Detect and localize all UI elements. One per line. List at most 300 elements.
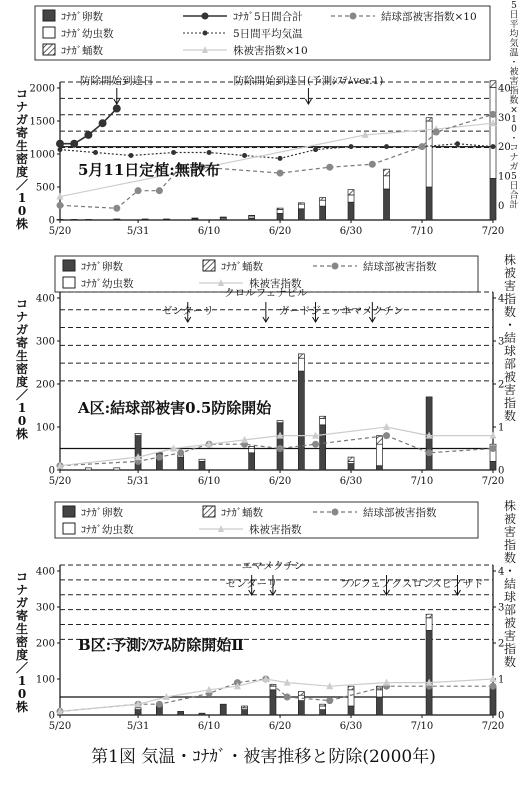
legend-label: ｺﾅｶﾞ蛹数 (61, 45, 103, 57)
y-axis-title-char: 度 (15, 648, 29, 662)
series-marker (70, 140, 78, 148)
series-marker (171, 150, 176, 155)
y-axis-title-char: 株 (15, 427, 29, 441)
bar-egg (376, 466, 382, 470)
series-marker (156, 454, 163, 461)
bar-egg (426, 187, 432, 220)
y2-tick-label: 1 (498, 422, 505, 434)
y2-axis-title-char: 部 (503, 357, 517, 371)
bar-egg (320, 425, 326, 470)
bar-pupa (277, 208, 283, 209)
series-marker (384, 144, 389, 149)
series-marker (156, 187, 163, 194)
bar-egg (178, 457, 184, 470)
y2-axis-title-char: ガ (509, 162, 519, 173)
series-marker (326, 164, 333, 171)
bar-larva (135, 433, 141, 435)
y-tick-label: 2000 (29, 83, 55, 95)
y-axis-title-char: コ (15, 297, 29, 311)
annotation-label: クロルフェナピル (224, 287, 308, 299)
y-axis-title-char: ／ (15, 178, 29, 192)
legend-item (203, 506, 263, 519)
y-axis-title-char: ／ (15, 388, 29, 402)
bar-egg (242, 710, 248, 715)
bar-larva (85, 468, 91, 470)
y-axis-title-char: 1 (17, 191, 27, 205)
legend-label: ｺﾅｶﾞ幼虫数 (61, 28, 114, 40)
y-axis-title-char: 生 (15, 139, 29, 153)
legend-item (63, 277, 134, 290)
x-tick-label: 7/20 (481, 476, 505, 487)
bar-egg (178, 711, 184, 715)
bar-larva (320, 200, 326, 206)
bar-egg (490, 686, 496, 715)
bar-pupa (320, 198, 326, 201)
y2-axis-title-char: 平 (509, 20, 519, 30)
chart-panel-2 (15, 252, 516, 487)
bar-larva (135, 708, 141, 710)
y2-axis-title (504, 252, 516, 423)
bar-larva (376, 690, 382, 697)
y2-tick-label: 20 (498, 142, 511, 154)
series-marker (57, 202, 64, 209)
y-axis-title-char: ナ (15, 100, 29, 114)
y2-axis-title-char: 気 (509, 39, 519, 49)
bar-egg (490, 461, 496, 470)
y-tick-label: 300 (35, 336, 55, 348)
legend-label: 結球部被害指数 (363, 507, 437, 519)
y-axis-title-char: 寄 (15, 126, 29, 140)
y-axis-title (15, 87, 28, 231)
y2-axis-title (509, 1, 518, 211)
y-tick-label: 400 (35, 566, 55, 578)
x-tick-label: 5/31 (126, 721, 150, 732)
y2-axis-title-char: 害 (509, 77, 519, 87)
series-marker (113, 205, 120, 212)
bar-egg (298, 209, 304, 220)
series-marker (93, 150, 98, 155)
y2-tick-label: 0 (498, 465, 505, 477)
series-marker (277, 445, 284, 452)
bar-pupa (249, 215, 255, 216)
y2-axis-title-char: 5 (511, 1, 517, 11)
bar-larva (298, 358, 304, 371)
x-tick-label: 7/20 (481, 721, 505, 732)
y-axis-title-char: 1 (17, 674, 27, 688)
series-marker (99, 119, 107, 127)
y2-tick-label: 4 (498, 566, 505, 578)
y2-tick-label: 30 (498, 112, 511, 124)
bar-larva (114, 468, 120, 470)
series-marker (490, 111, 497, 118)
y2-axis-title-char: 数 (503, 551, 517, 565)
bar-larva (57, 219, 63, 220)
bar-pupa (242, 706, 248, 708)
bar-pupa (298, 203, 304, 204)
bar-egg (199, 461, 205, 470)
y-axis-title-char: 1 (17, 401, 27, 415)
bar-larva (249, 449, 255, 453)
y2-axis-title-char: 被 (503, 512, 517, 526)
annotation-label: ゼンターリ (225, 578, 278, 590)
bar-egg (348, 464, 354, 470)
bar-larva (277, 421, 283, 423)
legend-marker (332, 263, 339, 270)
y2-axis-title-char: 0 (511, 124, 517, 135)
x-tick-label: 5/20 (48, 226, 72, 237)
y-tick-label: 100 (35, 422, 55, 434)
y-axis-title-char: 密 (15, 635, 29, 649)
legend-label: 5日間平均気温 (233, 28, 303, 40)
bar-egg (348, 706, 354, 715)
series-marker (84, 131, 92, 139)
legend-item (63, 523, 134, 536)
y-axis-title-char: 密 (15, 362, 29, 376)
x-tick-label: 6/20 (268, 226, 292, 237)
annotation-label: フルフェノクスロン (339, 578, 434, 590)
annotation-label: エマメクチン (341, 305, 404, 317)
y2-tick-label: 3 (498, 602, 505, 614)
series-marker (242, 153, 247, 158)
legend-label: 株被害指数×10 (233, 45, 308, 57)
y2-tick-label: 4 (498, 293, 505, 305)
y-tick-label: 0 (48, 215, 55, 227)
panel-title: B区:予測ｼｽﾃﾑ防除開始Ⅱ (78, 636, 244, 654)
legend-label: 株被害指数 (249, 524, 302, 536)
bar-egg (490, 178, 496, 220)
x-tick-label: 7/10 (410, 226, 434, 237)
series-marker (349, 144, 354, 149)
legend-swatch-larva (63, 523, 75, 534)
y-axis-title-char: 密 (15, 152, 29, 166)
y-tick-label: 500 (35, 182, 55, 194)
bar-egg (320, 710, 326, 715)
y2-axis-title-char: 数 (503, 305, 517, 319)
series-marker (383, 432, 390, 439)
legend-label: ｺﾅｶﾞ幼虫数 (81, 524, 134, 536)
bar-larva (85, 219, 91, 220)
bar-pupa (320, 704, 326, 706)
y2-axis-title-char: 数 (503, 409, 517, 423)
y2-tick-label: 1 (498, 674, 505, 686)
series-marker (426, 449, 433, 456)
bar-larva (376, 444, 382, 466)
y2-axis-title-char: 球 (503, 590, 517, 604)
annotation-label: 防除開始到達日 (80, 75, 154, 87)
y2-axis-title-char: 結 (503, 331, 517, 345)
bar-larva (199, 459, 205, 461)
y2-axis-title-char: ナ (509, 153, 519, 163)
y2-axis-title-char: 日 (509, 181, 519, 192)
y-tick-label: 0 (48, 710, 55, 722)
x-tick-label: 7/10 (410, 476, 434, 487)
y2-axis-title-char: 指 (509, 86, 519, 97)
y2-tick-label: 40 (498, 83, 511, 95)
series-marker (490, 683, 497, 690)
bar-larva (71, 219, 77, 220)
legend-swatch-egg (43, 10, 55, 21)
chart-panel-3 (15, 498, 516, 732)
bar-larva (426, 121, 432, 187)
y2-axis-title-char: ・ (503, 318, 517, 332)
legend-swatch-pupa (203, 506, 215, 517)
series-marker (383, 423, 390, 430)
bar-pupa (348, 457, 354, 461)
y-axis-title-char: 寄 (15, 336, 29, 350)
series-marker (56, 140, 64, 148)
annotation-label: エマメクチン (241, 560, 305, 572)
legend-item (43, 10, 103, 23)
y-axis-title-char: 生 (15, 622, 29, 636)
series-marker (312, 441, 319, 448)
bar-pupa (348, 190, 354, 195)
y-tick-label: 200 (35, 638, 55, 650)
y-tick-label: 400 (35, 293, 55, 305)
legend-item (63, 260, 123, 273)
bar-pupa (426, 614, 432, 618)
figure-caption: 第1図 気温・ｺﾅｶﾞ・被害推移と防除(2000年) (91, 747, 436, 767)
y2-tick-label: 0 (498, 710, 505, 722)
x-tick-label: 5/31 (126, 476, 150, 487)
panel-title: 5月11日定植:無散布 (78, 161, 220, 179)
series-marker (491, 144, 496, 149)
bar-egg (320, 206, 326, 220)
bar-pupa (426, 118, 432, 121)
bar-pupa (348, 686, 354, 690)
y-axis-title-char: 寄 (15, 609, 29, 623)
bar-pupa (320, 416, 326, 418)
y2-tick-label: 10 (498, 171, 511, 183)
legend-item (203, 260, 263, 273)
y2-axis-title-char: 温 (509, 48, 519, 59)
legend-label: ｺﾅｶﾞ5日間合計 (233, 11, 303, 23)
y2-axis-title-char: × (510, 105, 518, 116)
y2-axis-title-char: 株 (503, 253, 517, 267)
y2-axis-title-char: 均 (509, 29, 519, 40)
series-marker (433, 129, 440, 136)
bar-egg (376, 697, 382, 715)
y2-axis-title-char: 被 (503, 266, 517, 280)
y-axis-title-char: 生 (15, 349, 29, 363)
panels-group (15, 1, 519, 732)
x-tick-label: 6/10 (197, 721, 221, 732)
y2-axis-title-char: 害 (503, 525, 517, 539)
bar-egg (348, 202, 354, 220)
legend-swatch-pupa (203, 260, 215, 271)
y-axis-title-char: コ (15, 87, 29, 101)
bar-egg (298, 701, 304, 715)
y2-axis-title (504, 498, 516, 669)
y-tick-label: 1500 (29, 116, 55, 128)
legend-swatch-pupa (43, 44, 55, 55)
y2-axis-title-char: ・ (509, 134, 519, 144)
y2-axis-title-char: ・ (509, 58, 519, 68)
y2-axis-title-char: 害 (503, 629, 517, 643)
bar-larva (270, 686, 276, 690)
y2-axis-title-char: 結 (503, 577, 517, 591)
bar-larva (142, 219, 148, 220)
legend-swatch-larva (63, 277, 75, 288)
x-tick-label: 6/30 (339, 476, 363, 487)
y-axis-title-char: ガ (15, 323, 29, 337)
series-marker (113, 105, 121, 113)
bar-pupa (298, 354, 304, 358)
series-marker (128, 153, 133, 158)
chart-panel-1 (15, 1, 519, 237)
x-tick-label: 6/10 (197, 476, 221, 487)
bar-egg (426, 630, 432, 715)
y-tick-label: 300 (35, 602, 55, 614)
y-axis-title (15, 570, 28, 714)
legend-swatch-egg (63, 260, 75, 271)
bar-egg (249, 453, 255, 470)
bar-pupa (490, 81, 496, 88)
bar-pupa (220, 217, 226, 218)
bar-larva (114, 219, 120, 220)
series-marker (313, 147, 318, 152)
y2-axis-title-char: 5 (511, 172, 517, 182)
legend-label: 結球部被害指数×10 (381, 11, 477, 23)
series-marker (419, 143, 426, 150)
x-tick-label: 6/10 (197, 226, 221, 237)
y2-axis-title-char: 部 (503, 603, 517, 617)
series-marker (277, 170, 284, 177)
y2-axis-title-char: 指 (503, 642, 517, 656)
bar-larva (298, 204, 304, 209)
bar-larva (348, 690, 354, 706)
y-axis-title-char: ナ (15, 583, 29, 597)
y-axis-title-char: 0 (17, 687, 27, 701)
legend-label: ｺﾅｶﾞ卵数 (81, 261, 123, 273)
legend-item (43, 44, 103, 57)
y2-axis-title-char: 数 (509, 96, 519, 106)
bar-pupa (384, 169, 390, 176)
legend-marker (350, 13, 357, 20)
series-marker (156, 701, 163, 708)
y-axis-title (15, 297, 28, 441)
series-marker (278, 156, 283, 161)
annotation-label: 防除開始到達日(予測ｼｽﾃﾑver.1) (233, 75, 384, 87)
y2-tick-label: 2 (498, 379, 505, 391)
y2-tick-label: 2 (498, 638, 505, 650)
y2-axis-title-char: 指 (503, 396, 517, 410)
y2-axis-title-char: 害 (503, 279, 517, 293)
bar-egg (199, 713, 205, 715)
series-marker (58, 147, 63, 152)
legend-label: 株被害指数 (249, 278, 302, 290)
series-marker (369, 161, 376, 168)
y2-axis-title-char: 1 (511, 115, 517, 125)
y2-axis-title-char: 被 (503, 370, 517, 384)
annotation-label: スピノサド (431, 578, 484, 590)
bar-egg (277, 213, 283, 220)
y-tick-label: 100 (35, 674, 55, 686)
legend-label: ｺﾅｶﾞ卵数 (81, 507, 123, 519)
legend-marker (332, 509, 339, 516)
y2-axis-title-char: 被 (509, 67, 519, 78)
legend-swatch-egg (63, 506, 75, 517)
x-tick-label: 6/30 (339, 226, 363, 237)
legend-marker (203, 31, 208, 36)
y2-axis-title-char: コ (509, 143, 519, 154)
bar-egg (298, 371, 304, 470)
y2-tick-label: 0 (498, 200, 505, 212)
bar-pupa (298, 692, 304, 696)
x-tick-label: 5/31 (126, 226, 150, 237)
bar-egg (270, 690, 276, 715)
panel-title: A区:結球部被害0.5防除開始 (78, 399, 272, 417)
y-axis-title-char: ガ (15, 113, 29, 127)
series-marker (177, 449, 184, 456)
y2-axis-title-char: 日 (509, 10, 519, 21)
y2-axis-title-char: 被 (503, 616, 517, 630)
series-marker (490, 445, 497, 452)
legend-swatch-larva (43, 27, 55, 38)
legend-item (43, 27, 114, 40)
y2-axis-title-char: 株 (503, 499, 517, 513)
y2-axis-title-char: 指 (503, 292, 517, 306)
y-tick-label: 200 (35, 379, 55, 391)
y-axis-title-char: コ (15, 570, 29, 584)
bar-egg (135, 710, 141, 715)
legend-label: ｺﾅｶﾞ幼虫数 (81, 278, 134, 290)
y-axis-title-char: 0 (17, 204, 27, 218)
bar-egg (220, 704, 226, 715)
bar-larva (490, 87, 496, 178)
bar-pupa (192, 218, 198, 219)
bar-egg (384, 189, 390, 220)
series-marker (284, 694, 291, 701)
series-marker (455, 141, 460, 146)
bar-larva (277, 209, 283, 213)
legend-label: ｺﾅｶﾞ卵数 (61, 11, 103, 23)
y2-axis-title-char: 数 (503, 655, 517, 669)
y2-axis-title-char: 計 (509, 200, 519, 211)
y2-axis-title-char: 害 (503, 383, 517, 397)
annotation-label: ガードジェット (278, 305, 353, 317)
annotation-label: ゼンターリ (161, 305, 214, 317)
legend-marker (202, 13, 209, 20)
y-axis-title-char: 株 (15, 217, 29, 231)
y2-axis-title-char: 球 (503, 344, 517, 358)
y-tick-label: 1000 (29, 149, 55, 161)
series-marker (326, 697, 333, 704)
legend-label: ｺﾅｶﾞ蛹数 (221, 507, 263, 519)
bar-larva (426, 618, 432, 631)
series-marker (207, 150, 212, 155)
x-tick-label: 5/20 (48, 721, 72, 732)
y-axis-title-char: ナ (15, 310, 29, 324)
legend-label: ｺﾅｶﾞ蛹数 (221, 261, 263, 273)
bar-larva (348, 195, 354, 202)
y2-tick-label: 3 (498, 336, 505, 348)
x-tick-label: 5/20 (48, 476, 72, 487)
bar-larva (320, 706, 326, 710)
y-axis-title-char: 度 (15, 375, 29, 389)
bar-larva (384, 176, 390, 189)
x-tick-label: 6/30 (339, 721, 363, 732)
y-tick-label: 0 (48, 465, 55, 477)
legend-label: 結球部被害指数 (363, 261, 437, 273)
y-axis-title-char: 度 (15, 165, 29, 179)
bar-pupa (249, 446, 255, 448)
x-tick-label: 6/20 (268, 476, 292, 487)
y-axis-title-char: 0 (17, 414, 27, 428)
y-axis-title-char: 株 (15, 700, 29, 714)
x-tick-label: 7/20 (481, 226, 505, 237)
legend-item (63, 506, 123, 519)
y2-axis-title-char: 指 (503, 538, 517, 552)
